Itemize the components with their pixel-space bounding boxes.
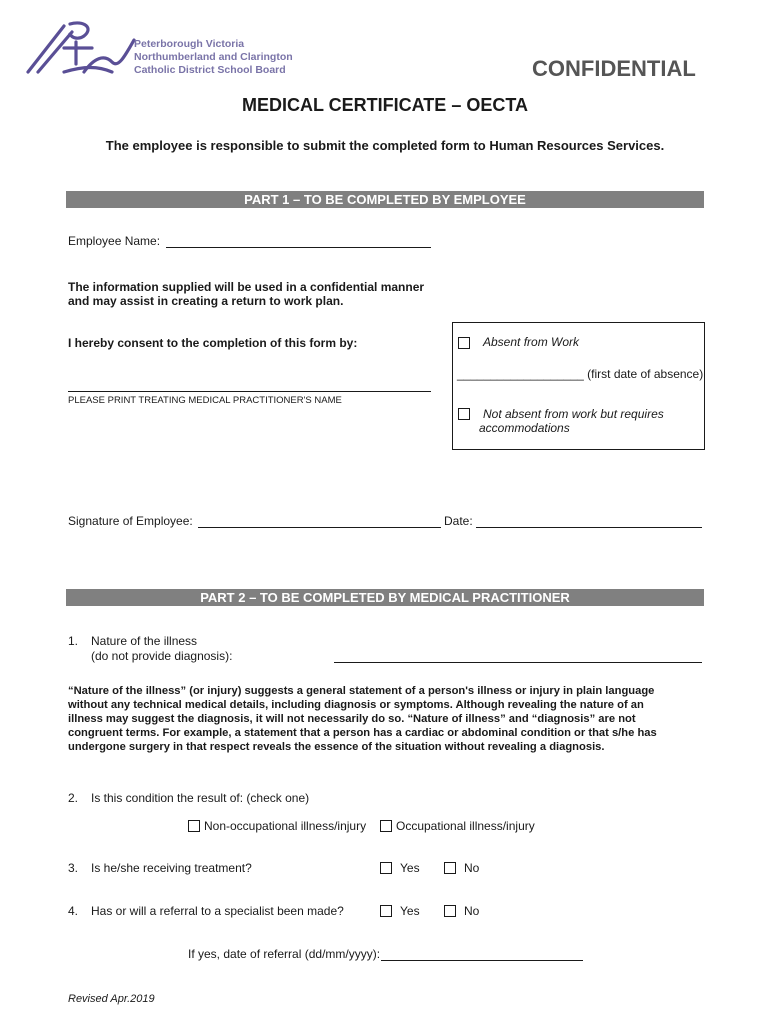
referral-yes-label: Yes (400, 904, 420, 918)
first-date-blank[interactable]: ___________________ (457, 367, 584, 381)
q1-line: (do not provide diagnosis): (91, 649, 233, 663)
referral-no-checkbox[interactable] (444, 905, 456, 917)
document-subtitle: The employee is responsible to submit the completed form to Human Resources Services. (105, 138, 665, 153)
not-absent-line: Not absent from work but requires (483, 407, 664, 421)
board-name-line: Catholic District School Board (134, 64, 286, 76)
treatment-yes-checkbox[interactable] (380, 862, 392, 874)
consent-label: I hereby consent to the completion of this form by: (68, 336, 358, 350)
date-field[interactable] (476, 527, 702, 528)
q1-number: 1. (68, 634, 79, 648)
q3-number: 3. (68, 861, 79, 875)
board-name (134, 38, 293, 77)
referral-no-label: No (464, 904, 480, 918)
first-date-label: (first date of absence) (587, 367, 704, 381)
signature-label: Signature of Employee: (68, 514, 193, 528)
board-logo-icon (24, 18, 136, 76)
q3-label: Is he/she receiving treatment? (91, 861, 252, 875)
treatment-no-label: No (464, 861, 480, 875)
confidential-info-text (68, 280, 424, 308)
occupational-label: Occupational illness/injury (396, 819, 535, 833)
signature-field[interactable] (198, 527, 441, 528)
nature-of-illness-note (68, 684, 708, 754)
note-line: congruent terms. For example, a statement that a person has a cardiac or abdominal condition or that s/he has (68, 727, 657, 739)
q4-label: Has or will a referral to a specialist been made? (91, 904, 344, 918)
absent-from-work-checkbox[interactable] (458, 337, 470, 349)
occupational-checkbox[interactable] (380, 820, 392, 832)
document-title: MEDICAL CERTIFICATE – OECTA (241, 95, 528, 115)
part2-heading: PART 2 – TO BE COMPLETED BY MEDICAL PRACTITIONER (66, 589, 704, 606)
note-line: undergone surgery in that respect reveals the essence of the situation without revealing a diagnosis. (68, 741, 605, 753)
q2-number: 2. (68, 791, 79, 805)
employee-name-field[interactable] (166, 247, 431, 248)
non-occupational-checkbox[interactable] (188, 820, 200, 832)
referral-date-field[interactable] (381, 960, 583, 961)
practitioner-name-field[interactable] (68, 391, 431, 392)
treatment-yes-label: Yes (400, 861, 420, 875)
employee-name-label: Employee Name: (68, 234, 161, 248)
note-line: illness may suggest the diagnosis, it will not necessarily do so. “Nature of illness” and “diagnosis” are not (68, 713, 636, 725)
not-absent-line: accommodations (479, 421, 570, 435)
non-occupational-label: Non-occupational illness/injury (204, 819, 367, 833)
info-line: The information supplied will be used in a confidential manner (68, 280, 425, 294)
info-line: and may assist in creating a return to work plan. (68, 294, 344, 308)
first-date-of-absence (457, 367, 703, 381)
q1-line: Nature of the illness (91, 634, 198, 648)
q2-label: Is this condition the result of: (check one) (91, 791, 310, 805)
board-name-line: Northumberland and Clarington (134, 51, 293, 63)
confidential-label: CONFIDENTIAL (532, 56, 696, 81)
date-label: Date: (444, 514, 473, 528)
part1-heading: PART 1 – TO BE COMPLETED BY EMPLOYEE (66, 191, 704, 208)
nature-of-illness-field[interactable] (334, 662, 702, 663)
board-name-line: Peterborough Victoria (134, 38, 245, 50)
note-line: without any technical medical details, including diagnosis or symptoms. Although revealing the nature of an (68, 699, 644, 711)
not-absent-label (479, 407, 664, 435)
practitioner-name-label: PLEASE PRINT TREATING MEDICAL PRACTITIONER'S NAME (68, 395, 342, 406)
q4-number: 4. (68, 904, 79, 918)
note-line: “Nature of the illness” (or injury) suggests a general statement of a person's illness or injury in plain language (68, 685, 655, 697)
referral-date-label: If yes, date of referral (dd/mm/yyyy): (188, 947, 381, 961)
referral-yes-checkbox[interactable] (380, 905, 392, 917)
not-absent-checkbox[interactable] (458, 408, 470, 420)
q1-label (91, 634, 232, 664)
treatment-no-checkbox[interactable] (444, 862, 456, 874)
revised-date: Revised Apr.2019 (68, 993, 155, 1005)
absent-from-work-label: Absent from Work (483, 335, 580, 349)
